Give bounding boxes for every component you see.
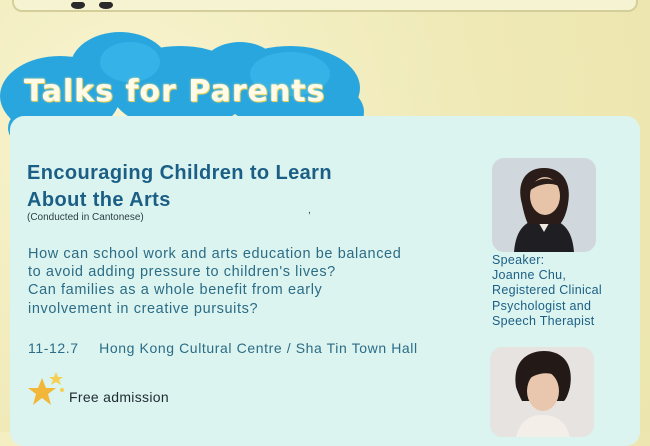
speaker-role-line: Psychologist and [492, 298, 592, 313]
top-banner-strip [12, 0, 638, 12]
description-line: How can school work and arts education be balanced [28, 246, 402, 262]
speaker-photo [492, 158, 596, 252]
speaker-role-line: Registered Clinical [492, 283, 602, 298]
description-line: to avoid adding pressure to children's lives? [28, 264, 336, 281]
talk-title-line1: Encouraging Children to Learn [27, 162, 332, 184]
speaker-role-line: Speech Therapist [492, 313, 595, 328]
date-venue [28, 340, 468, 356]
free-admission-label: Free admission [69, 389, 169, 405]
talk-title [27, 160, 407, 214]
stray-mark: , [308, 205, 311, 216]
description-line: Can families as a whole benefit from early [28, 282, 323, 299]
star-icon [28, 372, 66, 408]
second-speaker-photo [490, 347, 594, 437]
speaker-info [492, 253, 642, 329]
talk-venue: Hong Kong Cultural Centre / Sha Tin Town Hall [99, 340, 418, 356]
description-line: involvement in creative pursuits? [28, 300, 259, 317]
language-note: (Conducted in Cantonese) [27, 212, 144, 223]
page-title: Talks for Parents [24, 74, 326, 109]
talk-date: 11-12.7 [28, 340, 79, 356]
mascot-feet-icon [68, 2, 118, 10]
speaker-name: Joanne Chu, [492, 268, 567, 283]
talk-description [28, 245, 468, 318]
speaker-label: Speaker: [492, 253, 545, 267]
talk-title-line2: About the Arts [27, 189, 171, 211]
